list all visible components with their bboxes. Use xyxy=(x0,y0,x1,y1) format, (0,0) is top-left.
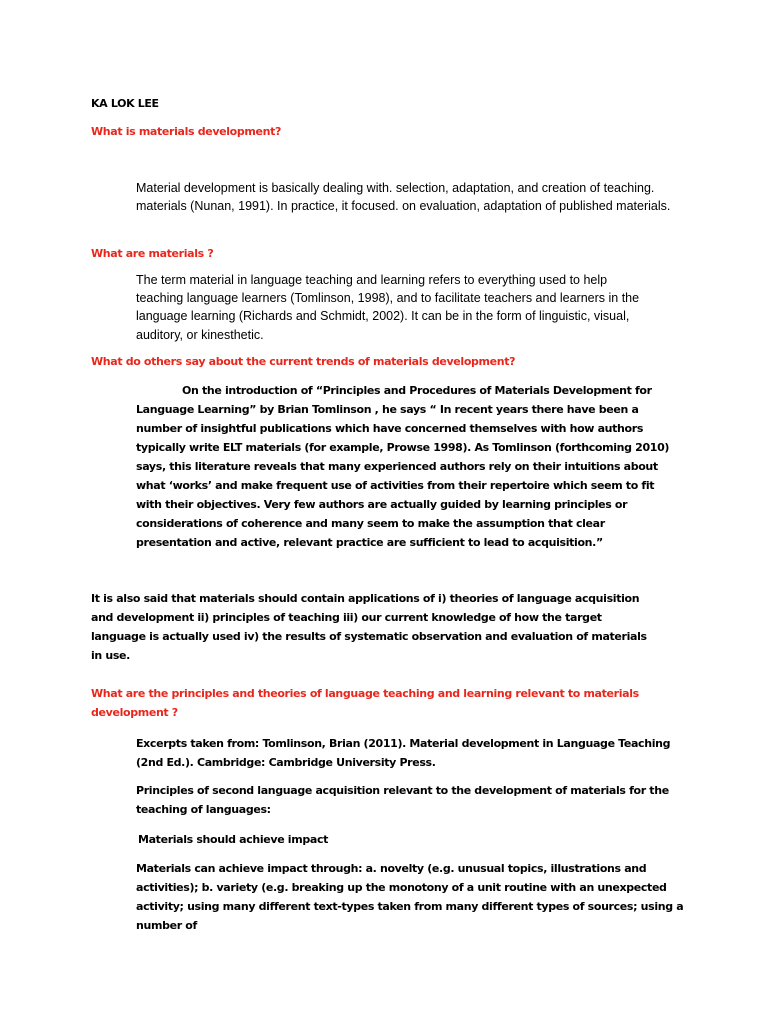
paragraph-impact-text: Materials can achieve impact through: a. novelty (e.g. unusual topics, illustrations and activities); b. variety (e.g. breaking up the monotony of a unit routine with an unexpected activity; using many different text-types taken from many different types of sources; using a number of xyxy=(136,862,684,932)
paragraph-materials-development-definition: Material development is basically dealing with. selection, adaptation, and creation of teaching. materials (Nunan, 1991). In practice, it focused. on evaluation, adaptation of published materials. xyxy=(136,181,671,214)
heading-materials-development: What is materials development? xyxy=(91,125,282,138)
author-name: KA LOK LEE xyxy=(91,97,159,110)
paragraph-tomlinson-quote: On the introduction of “Principles and Procedures of Materials Development for Language Learning” by Brian Tomlinson , he says “ In recent years there have been a number of insightful publications which have concerned themselves with how authors typically write ELT materials (for example, Prowse 1998). As Tomlinson (forthcoming 2010) says, this literature reveals that many experienced authors rely on their intuitions about what ‘works’ and make frequent use of activities from their repertoire which seem to fit with their objectives. Very few authors are actually guided by learning principles or considerations of coherence and many seem to make the assumption that clear presentation and active, relevant practice are sufficient to lead to acquisition.” xyxy=(136,384,670,549)
subheading-achieve-impact: Materials should achieve impact xyxy=(138,833,329,846)
paragraph-excerpt-source: Excerpts taken from: Tomlinson, Brian (2011). Material development in Language Teaching (2nd Ed.). Cambridge: Cambridge University Press. xyxy=(136,737,671,769)
heading-what-are-materials: What are materials ? xyxy=(91,247,214,260)
paragraph-principles-intro: Principles of second language acquisition relevant to the development of materials for the teaching of languages: xyxy=(136,784,669,816)
heading-current-trends: What do others say about the current trends of materials development? xyxy=(91,355,516,368)
heading-principles-theories: What are the principles and theories of language teaching and learning relevant to materials development ? xyxy=(91,687,639,719)
paragraph-materials-definition: The term material in language teaching and learning refers to everything used to help teaching language learners (Tomlinson, 1998), and to facilitate teachers and learners in the language learning (Richards and Schmidt, 2002). It can be in the form of linguistic, visual, auditory, or kinesthetic. xyxy=(136,273,640,342)
paragraph-materials-applications: It is also said that materials should contain applications of i) theories of language acquisition and development ii) principles of teaching iii) our current knowledge of how the target language is actually used iv) the results of systematic observation and evaluation of materials in use. xyxy=(91,592,647,662)
